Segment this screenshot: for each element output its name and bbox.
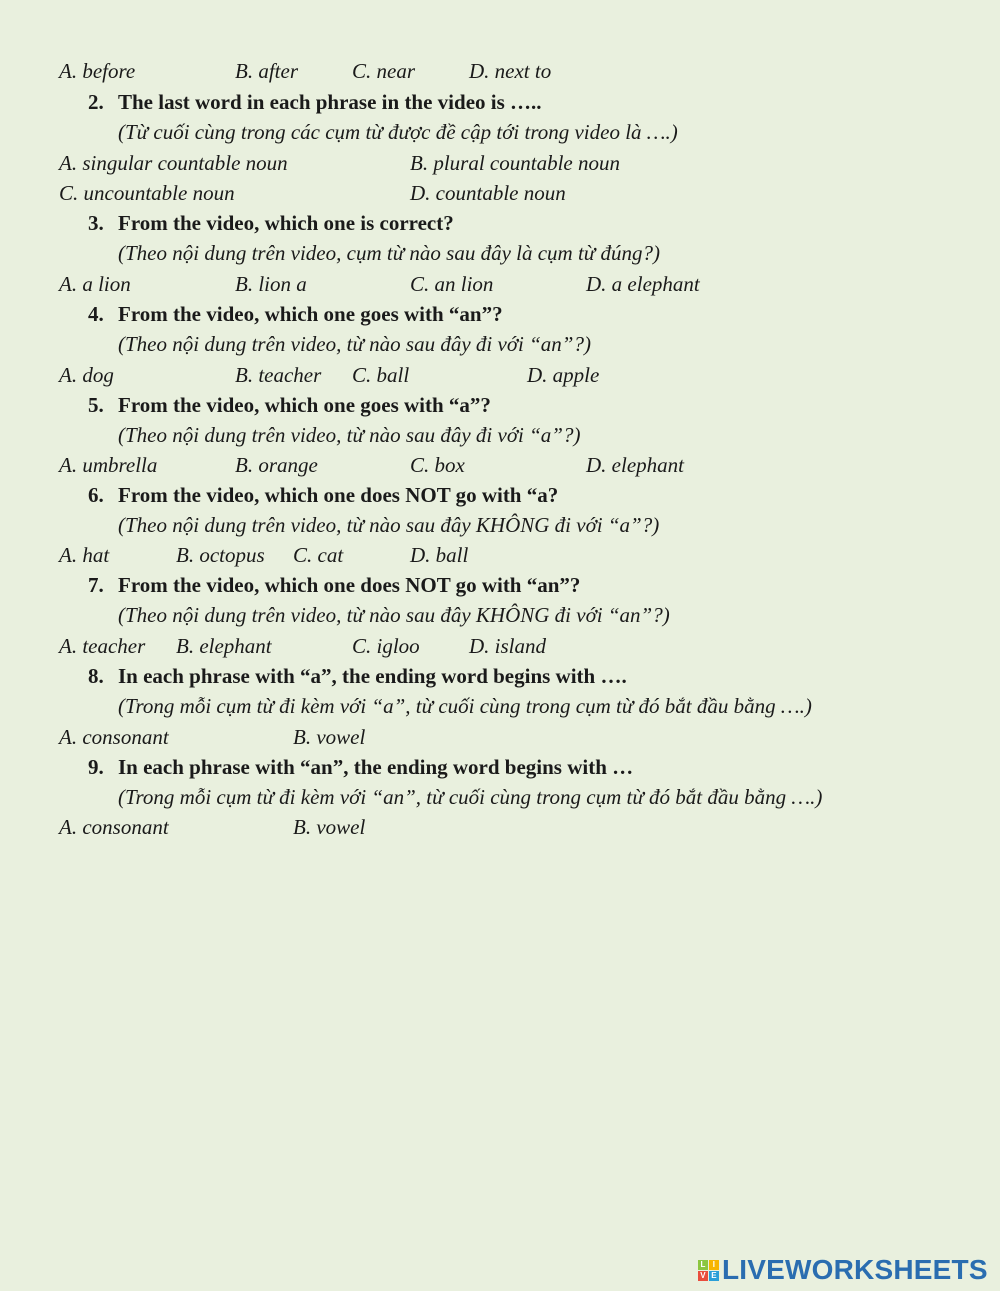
- q7-option-d[interactable]: D. island: [469, 634, 547, 658]
- q9-option-b[interactable]: B. vowel: [293, 815, 366, 839]
- q5-option-c[interactable]: C. box: [410, 453, 465, 477]
- q6-option-d[interactable]: D. ball: [410, 543, 469, 567]
- q3-option-d[interactable]: D. a elephant: [586, 272, 700, 296]
- q6-option-a[interactable]: A. hat: [59, 543, 110, 567]
- question-7-translation: (Theo nội dung trên video, từ nào sau đây KHÔNG đi với “an”?): [118, 603, 670, 627]
- question-4-translation: (Theo nội dung trên video, từ nào sau đây đi với “an”?): [118, 332, 591, 356]
- logo-text: LIVEWORKSHEETS: [722, 1254, 988, 1285]
- question-7: 7. From the video, which one does NOT go with “an”?: [88, 573, 581, 597]
- question-8: 8. In each phrase with “a”, the ending word begins with ….: [88, 664, 627, 688]
- q7-option-c[interactable]: C. igloo: [352, 634, 420, 658]
- q1-option-a[interactable]: A. before: [59, 59, 136, 83]
- question-6: 6. From the video, which one does NOT go with “a?: [88, 483, 559, 507]
- q8-option-a[interactable]: A. consonant: [59, 725, 169, 749]
- q2-option-a[interactable]: A. singular countable noun: [59, 151, 288, 175]
- q9-option-a[interactable]: A. consonant: [59, 815, 169, 839]
- q8-option-b[interactable]: B. vowel: [293, 725, 366, 749]
- q6-option-b[interactable]: B. octopus: [176, 543, 265, 567]
- q5-option-b[interactable]: B. orange: [235, 453, 318, 477]
- liveworksheets-logo: [698, 1255, 988, 1285]
- q4-option-a[interactable]: A. dog: [59, 363, 114, 387]
- q3-option-b[interactable]: B. lion a: [235, 272, 307, 296]
- q3-option-a[interactable]: A. a lion: [59, 272, 131, 296]
- q2-option-b[interactable]: B. plural countable noun: [410, 151, 620, 175]
- q6-option-c[interactable]: C. cat: [293, 543, 344, 567]
- q7-option-b[interactable]: B. elephant: [176, 634, 272, 658]
- question-2-translation: (Từ cuối cùng trong các cụm từ được đề cập tới trong video là ….): [118, 120, 678, 144]
- q5-option-a[interactable]: A. umbrella: [59, 453, 158, 477]
- q7-option-a[interactable]: A. teacher: [59, 634, 146, 658]
- question-8-translation: (Trong mỗi cụm từ đi kèm với “a”, từ cuối cùng trong cụm từ đó bắt đầu bằng ….): [118, 694, 812, 718]
- question-4: 4. From the video, which one goes with “an”?: [88, 302, 503, 326]
- q1-option-d[interactable]: D. next to: [469, 59, 552, 83]
- q4-option-b[interactable]: B. teacher: [235, 363, 322, 387]
- question-6-translation: (Theo nội dung trên video, từ nào sau đây KHÔNG đi với “a”?): [118, 513, 660, 537]
- q1-option-b[interactable]: B. after: [235, 59, 298, 83]
- question-5: 5. From the video, which one goes with “a”?: [88, 393, 491, 417]
- q4-option-c[interactable]: C. ball: [352, 363, 410, 387]
- question-3: 3. From the video, which one is correct?: [88, 211, 454, 235]
- q3-option-c[interactable]: C. an lion: [410, 272, 494, 296]
- q1-option-c[interactable]: C. near: [352, 59, 415, 83]
- question-9-translation: (Trong mỗi cụm từ đi kèm với “an”, từ cuối cùng trong cụm từ đó bắt đầu bằng ….): [118, 785, 823, 809]
- question-2: 2. The last word in each phrase in the video is …..: [88, 90, 542, 114]
- question-9: 9. In each phrase with “an”, the ending word begins with …: [88, 755, 634, 779]
- q2-option-d[interactable]: D. countable noun: [410, 181, 566, 205]
- question-3-translation: (Theo nội dung trên video, cụm từ nào sau đây là cụm từ đúng?): [118, 241, 661, 265]
- q4-option-d[interactable]: D. apple: [527, 363, 600, 387]
- logo-mark-icon: L I V E: [698, 1260, 719, 1281]
- q2-option-c[interactable]: C. uncountable noun: [59, 181, 235, 205]
- q5-option-d[interactable]: D. elephant: [586, 453, 684, 477]
- question-5-translation: (Theo nội dung trên video, từ nào sau đây đi với “a”?): [118, 423, 581, 447]
